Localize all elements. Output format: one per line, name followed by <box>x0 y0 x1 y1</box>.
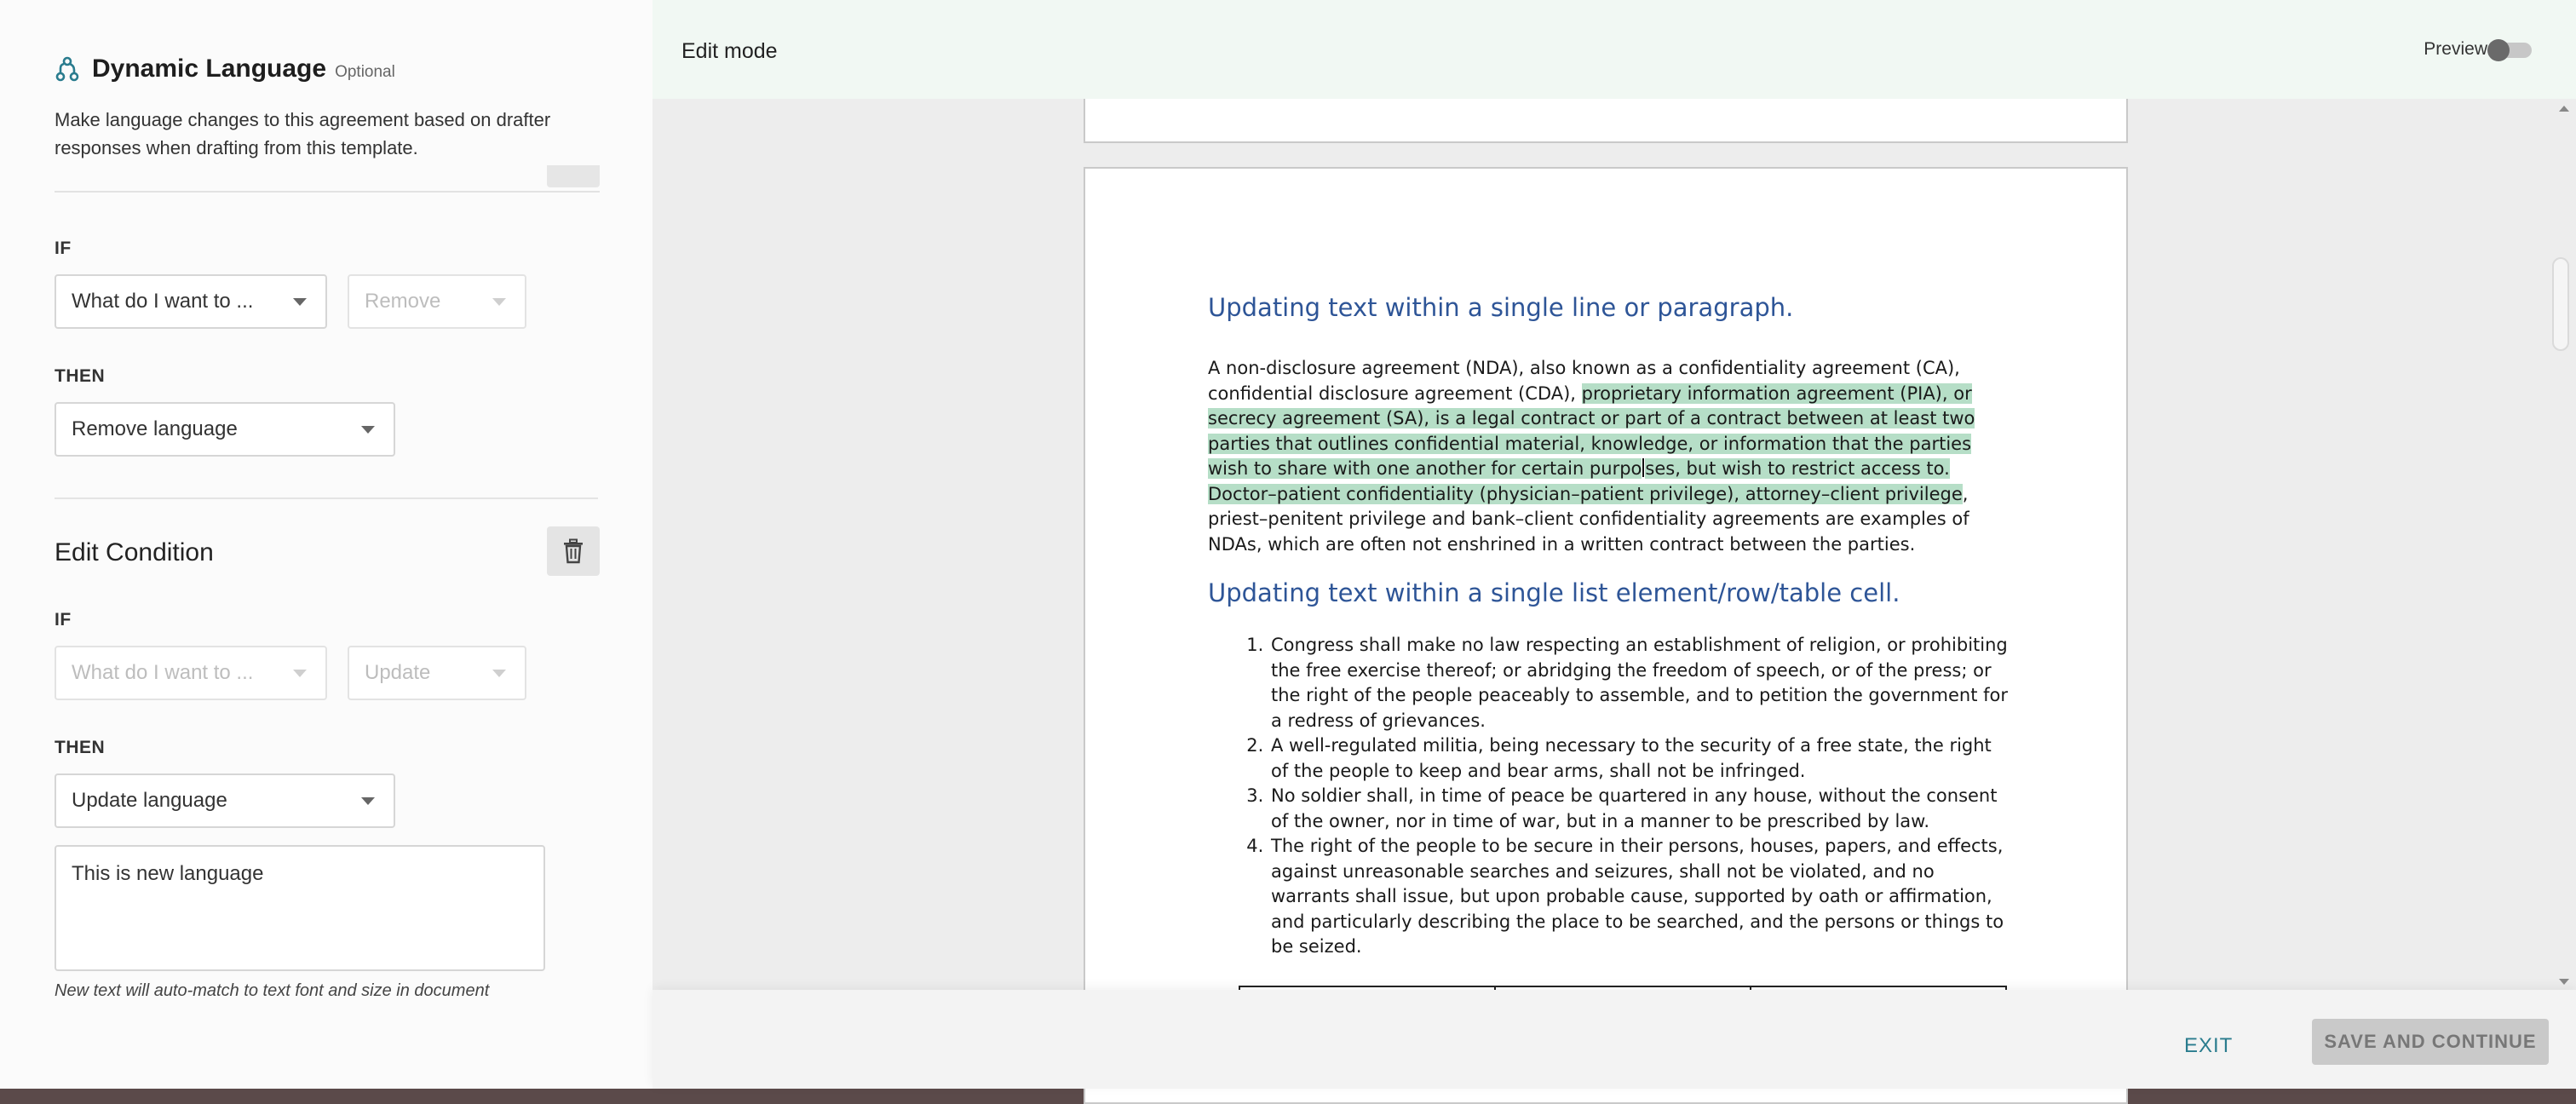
chevron-down-icon <box>293 298 307 306</box>
panel-title: Dynamic Language <box>92 55 327 83</box>
document-editor <box>653 0 2576 1089</box>
condition2-action-select[interactable] <box>55 773 395 828</box>
select-value: Update <box>365 661 431 684</box>
condition1-action-select[interactable] <box>55 402 395 457</box>
chevron-down-icon <box>361 797 375 805</box>
list-item[interactable]: 2. A well-regulated militia, being necessary to the security of a free state, the right of the people to keep and bear arms, shall not be infringed. <box>1269 733 2009 784</box>
select-value: What do I want to ... <box>72 661 254 684</box>
select-value: What do I want to ... <box>72 290 254 313</box>
select-value: Remove <box>365 290 441 313</box>
condition2-question-select[interactable] <box>55 646 327 700</box>
page-content[interactable] <box>1208 293 2009 1016</box>
previous-page <box>1084 99 2128 143</box>
vertical-scrollbar[interactable] <box>2549 99 2576 990</box>
heading-paragraph-section: Updating text within a single line or paragraph. <box>1208 293 1794 322</box>
scroll-up-icon[interactable] <box>2559 106 2569 112</box>
editor-topbar <box>653 0 2576 99</box>
preview-label: Preview <box>2424 39 2487 59</box>
branch-icon <box>55 56 80 82</box>
section-divider <box>55 497 598 499</box>
scroll-down-icon[interactable] <box>2559 979 2569 985</box>
document-viewport[interactable] <box>653 99 2549 990</box>
document-page[interactable] <box>1084 167 2128 1104</box>
panel-header <box>55 55 600 162</box>
highlighted-text[interactable]: proprietary information agreement (PIA), or secrecy agreement (SA), is a legal contract or part of a contract between at least two parties that outlines confidential material, knowledge, or information that the parties wish to share with one another for certain purpo <box>1208 382 1975 479</box>
preview-toggle[interactable] <box>2487 39 2533 61</box>
select-value: Remove language <box>72 417 238 440</box>
chevron-down-icon <box>492 670 506 677</box>
new-language-textarea[interactable]: This is new language <box>55 845 545 971</box>
edit-mode-label: Edit mode <box>681 39 778 63</box>
optional-label: Optional <box>335 63 395 81</box>
clipped-field <box>55 169 600 193</box>
chevron-down-icon <box>492 298 506 306</box>
clipped-button[interactable] <box>547 165 600 187</box>
amendments-list <box>1208 633 2009 960</box>
auto-match-hint: New text will auto-match to text font and size in document <box>55 981 490 1000</box>
list-item[interactable]: 1. Congress shall make no law respecting an establishment of religion, or prohibiting the free exercise thereof; or abridging the freedom of speech, or of the press; or the right of the people peaceably to assemble, and to petition the government for a redress of grievances. <box>1269 633 2009 733</box>
list-item[interactable]: 3. No soldier shall, in time of peace be quartered in any house, without the consent of the owner, nor in time of war, but in a manner to be prescribed by law. <box>1269 784 2009 834</box>
list-item[interactable]: 4. The right of the people to be secure in their persons, houses, papers, and effects, against unreasonable searches and seizures, shall not be violated, and no warrants shall issue, but upon probable cause, supported by oath or affirmation, and particularly describing the place to be searched, and the persons or things to be seized. <box>1269 834 2009 960</box>
dynamic-language-panel <box>0 0 653 1089</box>
paragraph-text: , priest–penitent privilege and bank–client confidentiality agreements are examples of NDAs, which are often not enshrined in a written contract between the parties. <box>1208 483 1969 555</box>
condition1-then-label: THEN <box>55 366 106 386</box>
chevron-down-icon <box>361 426 375 434</box>
conditions-scroll-area[interactable] <box>0 186 653 1089</box>
condition2-if-label: IF <box>55 610 72 630</box>
edit-condition-title: Edit Condition <box>55 538 214 566</box>
chevron-down-icon <box>293 670 307 677</box>
paragraph-text: A non-disclosure agreement (NDA), also known as a confidentiality agreement (CA), confidential disclosure agreement (CDA), <box>1208 358 1960 404</box>
exit-button[interactable]: EXIT <box>2184 1034 2234 1057</box>
toggle-knob <box>2487 39 2510 61</box>
condition2-answer-select[interactable] <box>348 646 526 700</box>
trash-icon <box>563 539 584 563</box>
condition1-question-select[interactable] <box>55 274 327 329</box>
heading-list-section: Updating text within a single list element/row/table cell. <box>1208 578 1900 607</box>
select-value: Update language <box>72 789 227 812</box>
editor-footer <box>653 990 2576 1089</box>
panel-description: Make language changes to this agreement based on drafter responses when drafting from this template. <box>55 109 551 158</box>
save-and-continue-button[interactable]: SAVE AND CONTINUE <box>2312 1019 2549 1065</box>
highlighted-text[interactable]: ses, but wish to restrict access to. Doctor–patient confidentiality (physician–patient privilege), attorney–client privilege <box>1208 458 1963 504</box>
condition1-if-label: IF <box>55 239 72 258</box>
condition2-then-label: THEN <box>55 738 106 757</box>
scrollbar-thumb[interactable] <box>2552 257 2569 351</box>
delete-condition-button[interactable] <box>547 526 600 576</box>
nda-paragraph[interactable] <box>1208 356 2009 557</box>
condition1-answer-select[interactable] <box>348 274 526 329</box>
